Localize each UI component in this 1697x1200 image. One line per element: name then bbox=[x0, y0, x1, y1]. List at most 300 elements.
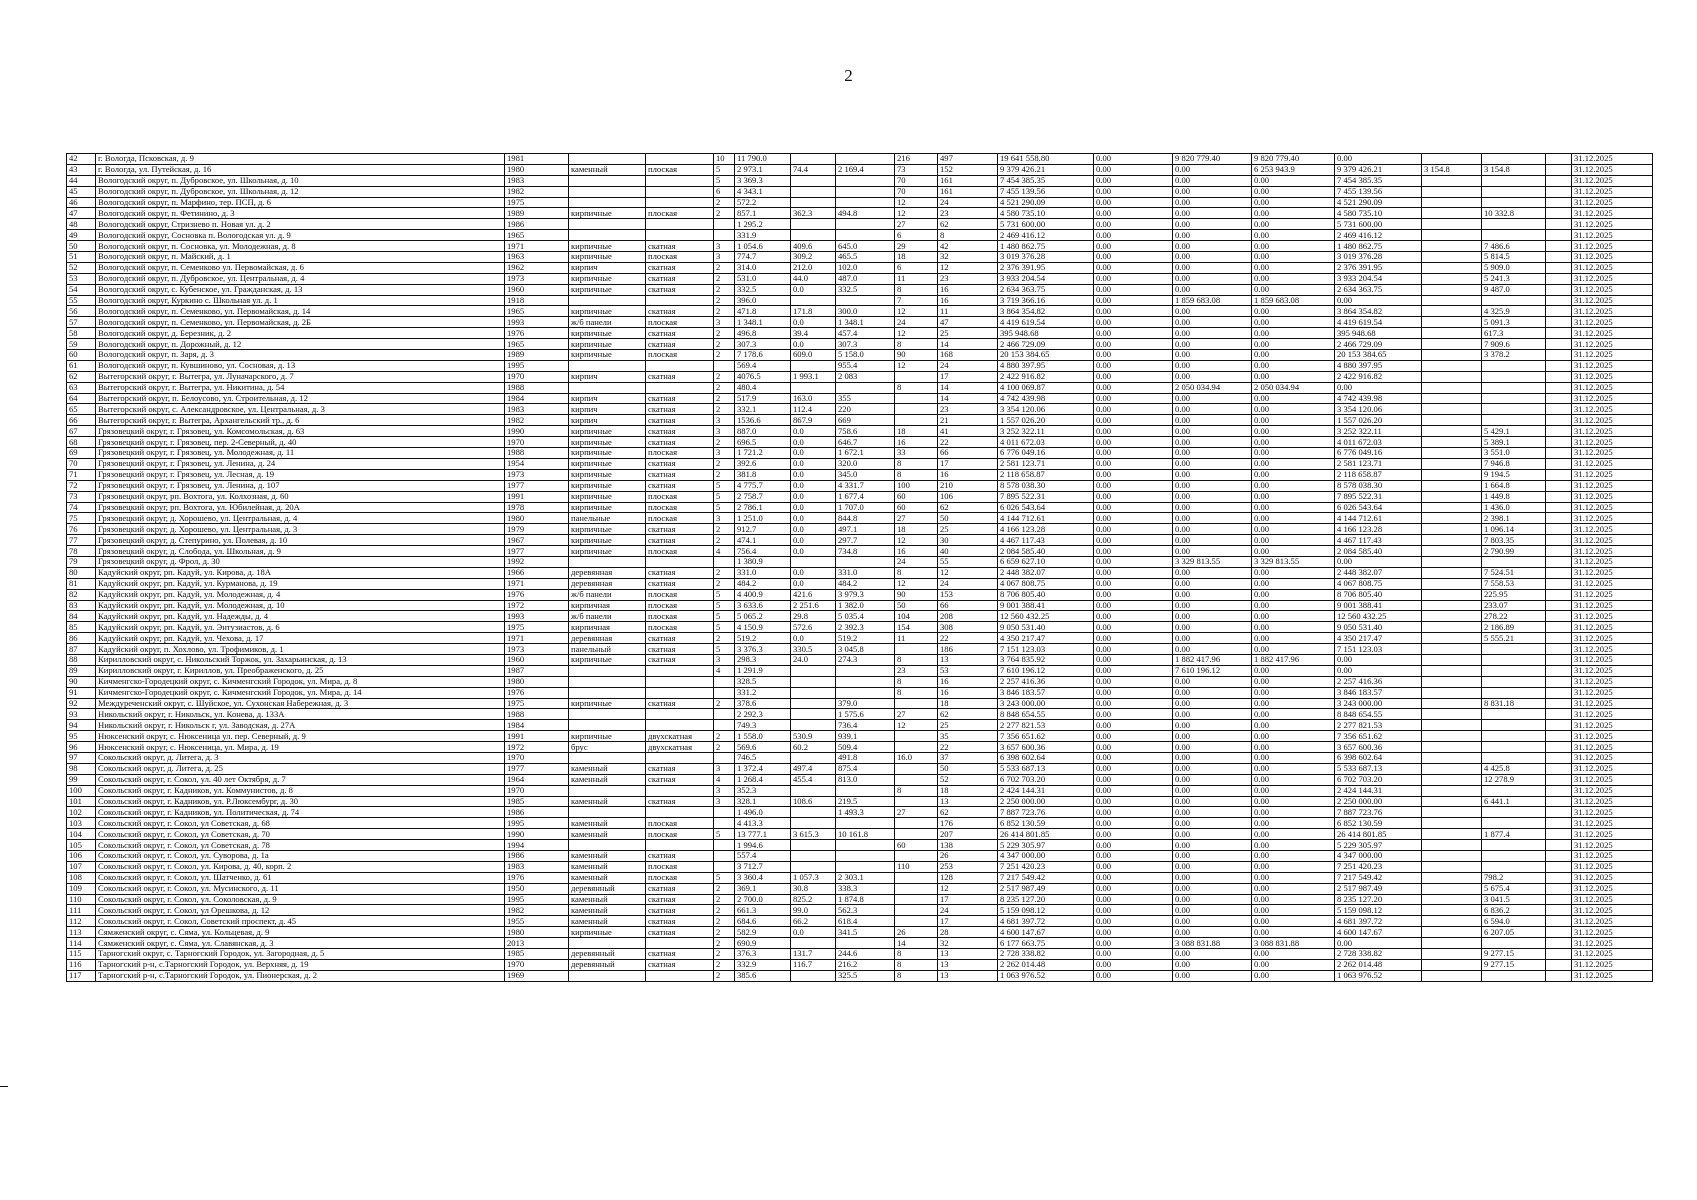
cell-extra_b: 6 207.05 bbox=[1482, 927, 1546, 938]
cell-area_a: 330.5 bbox=[791, 644, 836, 655]
cell-area_b: 320.0 bbox=[836, 458, 895, 469]
cell-col_a: 16 bbox=[895, 437, 938, 448]
cell-extra_b: 7 486.6 bbox=[1482, 241, 1546, 252]
cell-year: 1985 bbox=[505, 949, 569, 960]
cell-num: 112 bbox=[67, 916, 96, 927]
cell-extra_b bbox=[1482, 360, 1546, 371]
cell-wall_material: каменный bbox=[569, 905, 646, 916]
cell-num: 80 bbox=[67, 567, 96, 578]
cell-wall_material: панельный bbox=[569, 644, 646, 655]
cell-extra_c bbox=[1546, 404, 1572, 415]
cell-total_cost: 3 846 183.57 bbox=[998, 687, 1094, 698]
cell-area_b bbox=[836, 840, 895, 851]
cell-total_cost: 6 852 130.59 bbox=[998, 818, 1094, 829]
cell-cost_a: 0.00 bbox=[1094, 360, 1173, 371]
table-row bbox=[67, 959, 1653, 970]
cell-address: Кадуйский округ, рп. Кадуй, ул. Чехова, д. 17 bbox=[96, 633, 505, 644]
cell-extra_b: 3 154.8 bbox=[1482, 164, 1546, 175]
cell-roof_type: скатная bbox=[646, 905, 714, 916]
cell-cost_a: 0.00 bbox=[1094, 404, 1173, 415]
cell-total_area: 307.3 bbox=[735, 339, 791, 350]
cell-extra_b bbox=[1482, 840, 1546, 851]
cell-cost_c: 0.00 bbox=[1252, 426, 1335, 437]
table-row bbox=[67, 644, 1653, 655]
cell-cost_b: 0.00 bbox=[1173, 698, 1252, 709]
cell-area_a: 867.9 bbox=[791, 415, 836, 426]
cell-area_b: 875.4 bbox=[836, 763, 895, 774]
cell-address: Вытегорский округ, г. Вытегра, ул. Никитина, д. 54 bbox=[96, 382, 505, 393]
cell-col_a: 16 bbox=[895, 546, 938, 557]
cell-address: Сокольский округ, д. Литега, д. 3 bbox=[96, 752, 505, 763]
table-row bbox=[67, 894, 1653, 905]
cell-total_cost: 3 252 322.11 bbox=[998, 426, 1094, 437]
cell-area_b bbox=[836, 861, 895, 872]
cell-col_a: 8 bbox=[895, 382, 938, 393]
cell-cost_c: 0.00 bbox=[1252, 611, 1335, 622]
cell-col_b: 41 bbox=[938, 426, 998, 437]
cell-num: 111 bbox=[67, 905, 96, 916]
cell-area_a: 409.6 bbox=[791, 241, 836, 252]
cell-total_area: 369.1 bbox=[735, 883, 791, 894]
cell-cost_a: 0.00 bbox=[1094, 284, 1173, 295]
cell-area_a bbox=[791, 785, 836, 796]
cell-wall_material: кирпичные bbox=[569, 208, 646, 219]
cell-total_area: 1 380.9 bbox=[735, 556, 791, 567]
cell-total_cost: 9 001 388.41 bbox=[998, 600, 1094, 611]
cell-extra_a bbox=[1422, 317, 1482, 328]
cell-cost_d: 2 250 000.00 bbox=[1335, 796, 1422, 807]
cell-num: 94 bbox=[67, 720, 96, 731]
cell-address: Вытегорский округ, п. Белоусово, ул. Строительная, д. 12 bbox=[96, 393, 505, 404]
cell-total_cost: 2 262 014.48 bbox=[998, 959, 1094, 970]
cell-cost_b: 0.00 bbox=[1173, 273, 1252, 284]
cell-extra_b bbox=[1482, 938, 1546, 949]
register-body bbox=[67, 154, 1653, 982]
cell-cost_c: 0.00 bbox=[1252, 720, 1335, 731]
cell-area_b: 736.4 bbox=[836, 720, 895, 731]
cell-total_area: 2 758.7 bbox=[735, 491, 791, 502]
cell-extra_b: 5 389.1 bbox=[1482, 437, 1546, 448]
cell-area_a bbox=[791, 851, 836, 862]
cell-wall_material bbox=[569, 197, 646, 208]
cell-num: 100 bbox=[67, 785, 96, 796]
cell-cost_b: 0.00 bbox=[1173, 339, 1252, 350]
cell-total_area: 4076.5 bbox=[735, 371, 791, 382]
cell-wall_material bbox=[569, 840, 646, 851]
cell-col_a: 12 bbox=[895, 535, 938, 546]
cell-area_b: 10 161.8 bbox=[836, 829, 895, 840]
cell-wall_material: кирпичные bbox=[569, 241, 646, 252]
cell-area_b: 331.0 bbox=[836, 567, 895, 578]
cell-floors: 2 bbox=[714, 959, 735, 970]
cell-total_area: 484.2 bbox=[735, 578, 791, 589]
cell-extra_a bbox=[1422, 785, 1482, 796]
cell-deadline: 31.12.2025 bbox=[1572, 709, 1653, 720]
table-row bbox=[67, 807, 1653, 818]
cell-cost_a: 0.00 bbox=[1094, 959, 1173, 970]
cell-col_a: 29 bbox=[895, 241, 938, 252]
table-row bbox=[67, 175, 1653, 186]
cell-total_area: 749.3 bbox=[735, 720, 791, 731]
cell-wall_material bbox=[569, 752, 646, 763]
cell-cost_c: 0.00 bbox=[1252, 949, 1335, 960]
cell-total_cost: 3 243 000.00 bbox=[998, 698, 1094, 709]
cell-extra_b bbox=[1482, 752, 1546, 763]
cell-total_cost: 4 742 439.98 bbox=[998, 393, 1094, 404]
cell-extra_b bbox=[1482, 154, 1546, 165]
cell-address: Вологодский округ, п. Семенково, ул. Первомайская, д. 2Б bbox=[96, 317, 505, 328]
cell-cost_c: 0.00 bbox=[1252, 491, 1335, 502]
cell-extra_c bbox=[1546, 535, 1572, 546]
cell-col_a: 90 bbox=[895, 350, 938, 361]
cell-total_cost: 4 467 117.43 bbox=[998, 535, 1094, 546]
cell-wall_material bbox=[569, 665, 646, 676]
cell-col_a: 70 bbox=[895, 186, 938, 197]
cell-cost_a: 0.00 bbox=[1094, 371, 1173, 382]
cell-extra_a bbox=[1422, 872, 1482, 883]
table-row bbox=[67, 186, 1653, 197]
cell-cost_c: 0.00 bbox=[1252, 763, 1335, 774]
cell-floors bbox=[714, 818, 735, 829]
cell-year: 1964 bbox=[505, 774, 569, 785]
cell-address: Кичменгско-Городецкий округ, с. Кичменгский Городок, ул. Мира, д. 8 bbox=[96, 676, 505, 687]
cell-floors: 2 bbox=[714, 970, 735, 981]
cell-cost_c: 0.00 bbox=[1252, 360, 1335, 371]
cell-cost_d: 8 706 805.40 bbox=[1335, 589, 1422, 600]
cell-roof_type: плоская bbox=[646, 600, 714, 611]
cell-num: 99 bbox=[67, 774, 96, 785]
cell-cost_b: 0.00 bbox=[1173, 970, 1252, 981]
cell-extra_c bbox=[1546, 219, 1572, 230]
cell-col_a: 8 bbox=[895, 654, 938, 665]
cell-col_b: 128 bbox=[938, 872, 998, 883]
cell-area_b: 5 158.0 bbox=[836, 350, 895, 361]
cell-cost_c: 0.00 bbox=[1252, 970, 1335, 981]
cell-address: Вытегорский округ, г. Вытегра, Архангельский тр., д. 6 bbox=[96, 415, 505, 426]
cell-roof_type bbox=[646, 665, 714, 676]
cell-extra_c bbox=[1546, 350, 1572, 361]
cell-area_b: 102.0 bbox=[836, 262, 895, 273]
cell-cost_a: 0.00 bbox=[1094, 622, 1173, 633]
cell-cost_a: 0.00 bbox=[1094, 262, 1173, 273]
cell-area_b: 345.0 bbox=[836, 469, 895, 480]
cell-year: 1976 bbox=[505, 589, 569, 600]
cell-wall_material: каменный bbox=[569, 861, 646, 872]
cell-roof_type: двухскатная bbox=[646, 731, 714, 742]
cell-extra_a bbox=[1422, 252, 1482, 263]
cell-col_b: 13 bbox=[938, 959, 998, 970]
cell-extra_c bbox=[1546, 720, 1572, 731]
cell-wall_material: кирпич bbox=[569, 393, 646, 404]
cell-extra_b: 617.3 bbox=[1482, 328, 1546, 339]
cell-cost_a: 0.00 bbox=[1094, 469, 1173, 480]
cell-total_cost: 1 480 862.75 bbox=[998, 241, 1094, 252]
cell-col_b: 14 bbox=[938, 393, 998, 404]
cell-cost_b: 0.00 bbox=[1173, 633, 1252, 644]
cell-total_cost: 7 251 420.23 bbox=[998, 861, 1094, 872]
cell-wall_material: брус bbox=[569, 742, 646, 753]
cell-num: 81 bbox=[67, 578, 96, 589]
cell-cost_d: 2 634 363.75 bbox=[1335, 284, 1422, 295]
cell-roof_type: скатная bbox=[646, 959, 714, 970]
cell-deadline: 31.12.2025 bbox=[1572, 633, 1653, 644]
cell-area_a: 108.6 bbox=[791, 796, 836, 807]
cell-cost_b: 0.00 bbox=[1173, 731, 1252, 742]
cell-extra_c bbox=[1546, 742, 1572, 753]
cell-total_cost: 2 277 821.53 bbox=[998, 720, 1094, 731]
cell-col_b: 22 bbox=[938, 742, 998, 753]
cell-col_b: 42 bbox=[938, 241, 998, 252]
cell-area_b: 325.5 bbox=[836, 970, 895, 981]
cell-total_cost: 6 702 703.20 bbox=[998, 774, 1094, 785]
cell-roof_type: скатная bbox=[646, 328, 714, 339]
cell-extra_c bbox=[1546, 785, 1572, 796]
cell-floors bbox=[714, 720, 735, 731]
cell-extra_b: 7 524.51 bbox=[1482, 567, 1546, 578]
cell-cost_c: 0.00 bbox=[1252, 578, 1335, 589]
cell-deadline: 31.12.2025 bbox=[1572, 350, 1653, 361]
cell-extra_b bbox=[1482, 970, 1546, 981]
cell-cost_c: 0.00 bbox=[1252, 339, 1335, 350]
cell-wall_material: каменный bbox=[569, 763, 646, 774]
cell-floors: 2 bbox=[714, 698, 735, 709]
cell-year: 1984 bbox=[505, 393, 569, 404]
cell-wall_material: кирпичные bbox=[569, 535, 646, 546]
cell-area_b: 2 392.3 bbox=[836, 622, 895, 633]
cell-extra_b bbox=[1482, 851, 1546, 862]
cell-extra_b bbox=[1482, 654, 1546, 665]
cell-wall_material: кирпичные bbox=[569, 426, 646, 437]
cell-extra_a bbox=[1422, 578, 1482, 589]
cell-total_area: 912.7 bbox=[735, 524, 791, 535]
cell-area_b: 216.2 bbox=[836, 959, 895, 970]
cell-cost_b: 0.00 bbox=[1173, 578, 1252, 589]
cell-col_a: 26 bbox=[895, 927, 938, 938]
cell-col_a: 8 bbox=[895, 687, 938, 698]
cell-col_a: 12 bbox=[895, 578, 938, 589]
cell-wall_material bbox=[569, 720, 646, 731]
cell-total_cost: 4 100 069.87 bbox=[998, 382, 1094, 393]
cell-cost_a: 0.00 bbox=[1094, 197, 1173, 208]
cell-col_b: 12 bbox=[938, 883, 998, 894]
page-number: 2 bbox=[844, 66, 853, 85]
cell-area_a: 1 057.3 bbox=[791, 872, 836, 883]
cell-address: Кадуйский округ, рп. Кадуй, ул. Кирова, д. 18А bbox=[96, 567, 505, 578]
cell-num: 58 bbox=[67, 328, 96, 339]
cell-num: 55 bbox=[67, 295, 96, 306]
cell-area_b bbox=[836, 230, 895, 241]
cell-extra_a bbox=[1422, 927, 1482, 938]
cell-cost_a: 0.00 bbox=[1094, 840, 1173, 851]
cell-num: 91 bbox=[67, 687, 96, 698]
cell-extra_b: 1 436.0 bbox=[1482, 502, 1546, 513]
cell-cost_c: 0.00 bbox=[1252, 742, 1335, 753]
cell-area_a bbox=[791, 197, 836, 208]
cell-cost_b: 0.00 bbox=[1173, 393, 1252, 404]
cell-deadline: 31.12.2025 bbox=[1572, 241, 1653, 252]
cell-address: Кадуйский округ, рп. Кадуй, ул. Молодежная, д. 10 bbox=[96, 600, 505, 611]
cell-extra_a bbox=[1422, 829, 1482, 840]
cell-cost_c: 0.00 bbox=[1252, 818, 1335, 829]
cell-wall_material: ж/б панели bbox=[569, 317, 646, 328]
cell-area_b: 274.3 bbox=[836, 654, 895, 665]
cell-extra_a bbox=[1422, 186, 1482, 197]
table-row bbox=[67, 284, 1653, 295]
cell-col_b: 53 bbox=[938, 665, 998, 676]
cell-address: Сокольский округ, г. Кадников, ул. Р.Люксембург, д. 30 bbox=[96, 796, 505, 807]
cell-wall_material: каменный bbox=[569, 164, 646, 175]
cell-cost_a: 0.00 bbox=[1094, 273, 1173, 284]
cell-cost_d: 7 887 723.76 bbox=[1335, 807, 1422, 818]
cell-extra_c bbox=[1546, 371, 1572, 382]
cell-roof_type bbox=[646, 807, 714, 818]
cell-area_a bbox=[791, 676, 836, 687]
cell-address: Сокольский округ, г. Сокол, ул Советская, д. 68 bbox=[96, 818, 505, 829]
cell-extra_a bbox=[1422, 448, 1482, 459]
cell-year: 1988 bbox=[505, 448, 569, 459]
cell-extra_c bbox=[1546, 262, 1572, 273]
cell-floors: 3 bbox=[714, 785, 735, 796]
cell-col_b: 13 bbox=[938, 970, 998, 981]
cell-deadline: 31.12.2025 bbox=[1572, 175, 1653, 186]
cell-area_b: 813.0 bbox=[836, 774, 895, 785]
cell-deadline: 31.12.2025 bbox=[1572, 306, 1653, 317]
cell-floors bbox=[714, 709, 735, 720]
cell-deadline: 31.12.2025 bbox=[1572, 426, 1653, 437]
cell-col_b: 168 bbox=[938, 350, 998, 361]
cell-col_a bbox=[895, 731, 938, 742]
cell-extra_a bbox=[1422, 491, 1482, 502]
cell-cost_d: 4 580 735.10 bbox=[1335, 208, 1422, 219]
cell-cost_b: 0.00 bbox=[1173, 230, 1252, 241]
cell-num: 96 bbox=[67, 742, 96, 753]
cell-extra_b: 2 186.89 bbox=[1482, 622, 1546, 633]
cell-roof_type: скатная bbox=[646, 404, 714, 415]
cell-cost_c: 0.00 bbox=[1252, 284, 1335, 295]
cell-area_a: 309.2 bbox=[791, 252, 836, 263]
cell-col_b: 186 bbox=[938, 644, 998, 655]
cell-extra_a bbox=[1422, 513, 1482, 524]
cell-extra_c bbox=[1546, 589, 1572, 600]
cell-area_a: 3 615.3 bbox=[791, 829, 836, 840]
cell-cost_b: 0.00 bbox=[1173, 905, 1252, 916]
cell-extra_a bbox=[1422, 916, 1482, 927]
cell-cost_d: 0.00 bbox=[1335, 654, 1422, 665]
cell-cost_c: 3 088 831.88 bbox=[1252, 938, 1335, 949]
cell-area_a: 0.0 bbox=[791, 284, 836, 295]
cell-total_area: 3 712.7 bbox=[735, 861, 791, 872]
cell-floors bbox=[714, 752, 735, 763]
cell-area_a: 2 251.6 bbox=[791, 600, 836, 611]
cell-num: 65 bbox=[67, 404, 96, 415]
cell-col_b: 50 bbox=[938, 513, 998, 524]
cell-roof_type: скатная bbox=[646, 654, 714, 665]
cell-cost_a: 0.00 bbox=[1094, 491, 1173, 502]
cell-extra_c bbox=[1546, 339, 1572, 350]
cell-num: 62 bbox=[67, 371, 96, 382]
cell-address: Вологодский округ, Куркино с. Школьная ул. д. 1 bbox=[96, 295, 505, 306]
cell-cost_a: 0.00 bbox=[1094, 306, 1173, 317]
table-row bbox=[67, 687, 1653, 698]
cell-col_a: 12 bbox=[895, 360, 938, 371]
cell-year: 1950 bbox=[505, 883, 569, 894]
cell-roof_type: скатная bbox=[646, 894, 714, 905]
cell-floors: 6 bbox=[714, 186, 735, 197]
cell-total_area: 557.4 bbox=[735, 851, 791, 862]
cell-total_cost: 2 084 585.40 bbox=[998, 546, 1094, 557]
cell-num: 47 bbox=[67, 208, 96, 219]
cell-cost_a: 0.00 bbox=[1094, 317, 1173, 328]
cell-cost_a: 0.00 bbox=[1094, 328, 1173, 339]
cell-address: Междуреченский округ, с. Шуйское, ул. Сухонская Набережная, д. 3 bbox=[96, 698, 505, 709]
cell-floors: 5 bbox=[714, 502, 735, 513]
cell-num: 98 bbox=[67, 763, 96, 774]
cell-area_a: 0.0 bbox=[791, 339, 836, 350]
cell-col_a bbox=[895, 415, 938, 426]
cell-area_b: 338.3 bbox=[836, 883, 895, 894]
cell-col_b: 13 bbox=[938, 949, 998, 960]
cell-area_a bbox=[791, 230, 836, 241]
cell-cost_a: 0.00 bbox=[1094, 731, 1173, 742]
cell-extra_a bbox=[1422, 949, 1482, 960]
cell-year: 1954 bbox=[505, 458, 569, 469]
cell-address: Сокольский округ, г. Сокол, ул. Соколовская, д. 9 bbox=[96, 894, 505, 905]
cell-area_a: 66.2 bbox=[791, 916, 836, 927]
cell-wall_material: кирпичная bbox=[569, 622, 646, 633]
cell-floors: 2 bbox=[714, 633, 735, 644]
cell-cost_b: 0.00 bbox=[1173, 458, 1252, 469]
cell-roof_type: скатная bbox=[646, 480, 714, 491]
cell-extra_c bbox=[1546, 633, 1572, 644]
cell-extra_b bbox=[1482, 720, 1546, 731]
cell-total_area: 4 400.9 bbox=[735, 589, 791, 600]
cell-total_area: 298.3 bbox=[735, 654, 791, 665]
cell-floors: 2 bbox=[714, 404, 735, 415]
cell-deadline: 31.12.2025 bbox=[1572, 829, 1653, 840]
cell-total_area: 2 786.1 bbox=[735, 502, 791, 513]
cell-floors: 3 bbox=[714, 415, 735, 426]
cell-total_area: 331.9 bbox=[735, 230, 791, 241]
cell-extra_b bbox=[1482, 230, 1546, 241]
cell-address: Сокольский округ, г. Кадников, ул. Политическая, д. 74 bbox=[96, 807, 505, 818]
cell-num: 87 bbox=[67, 644, 96, 655]
cell-area_b bbox=[836, 186, 895, 197]
cell-total_area: 2 973.1 bbox=[735, 164, 791, 175]
cell-roof_type: скатная bbox=[646, 339, 714, 350]
cell-cost_a: 0.00 bbox=[1094, 720, 1173, 731]
cell-cost_a: 0.00 bbox=[1094, 350, 1173, 361]
table-row bbox=[67, 230, 1653, 241]
cell-cost_c: 1 882 417.96 bbox=[1252, 654, 1335, 665]
cell-deadline: 31.12.2025 bbox=[1572, 752, 1653, 763]
cell-address: Вытегорский округ, с. Александровское, ул. Центральная, д. 3 bbox=[96, 404, 505, 415]
cell-num: 84 bbox=[67, 611, 96, 622]
cell-extra_a bbox=[1422, 230, 1482, 241]
cell-extra_c bbox=[1546, 752, 1572, 763]
cell-col_a: 8 bbox=[895, 949, 938, 960]
cell-floors: 2 bbox=[714, 883, 735, 894]
cell-year: 1971 bbox=[505, 578, 569, 589]
cell-extra_b: 5 429.1 bbox=[1482, 426, 1546, 437]
cell-address: Вологодский округ, с. Кубенское, ул. Гражданская, д. 13 bbox=[96, 284, 505, 295]
cell-cost_d: 3 243 000.00 bbox=[1335, 698, 1422, 709]
cell-extra_a bbox=[1422, 175, 1482, 186]
cell-cost_c: 0.00 bbox=[1252, 796, 1335, 807]
cell-extra_a bbox=[1422, 970, 1482, 981]
cell-total_area: 684.6 bbox=[735, 916, 791, 927]
cell-total_cost: 2 424 144.31 bbox=[998, 785, 1094, 796]
cell-cost_b: 0.00 bbox=[1173, 535, 1252, 546]
